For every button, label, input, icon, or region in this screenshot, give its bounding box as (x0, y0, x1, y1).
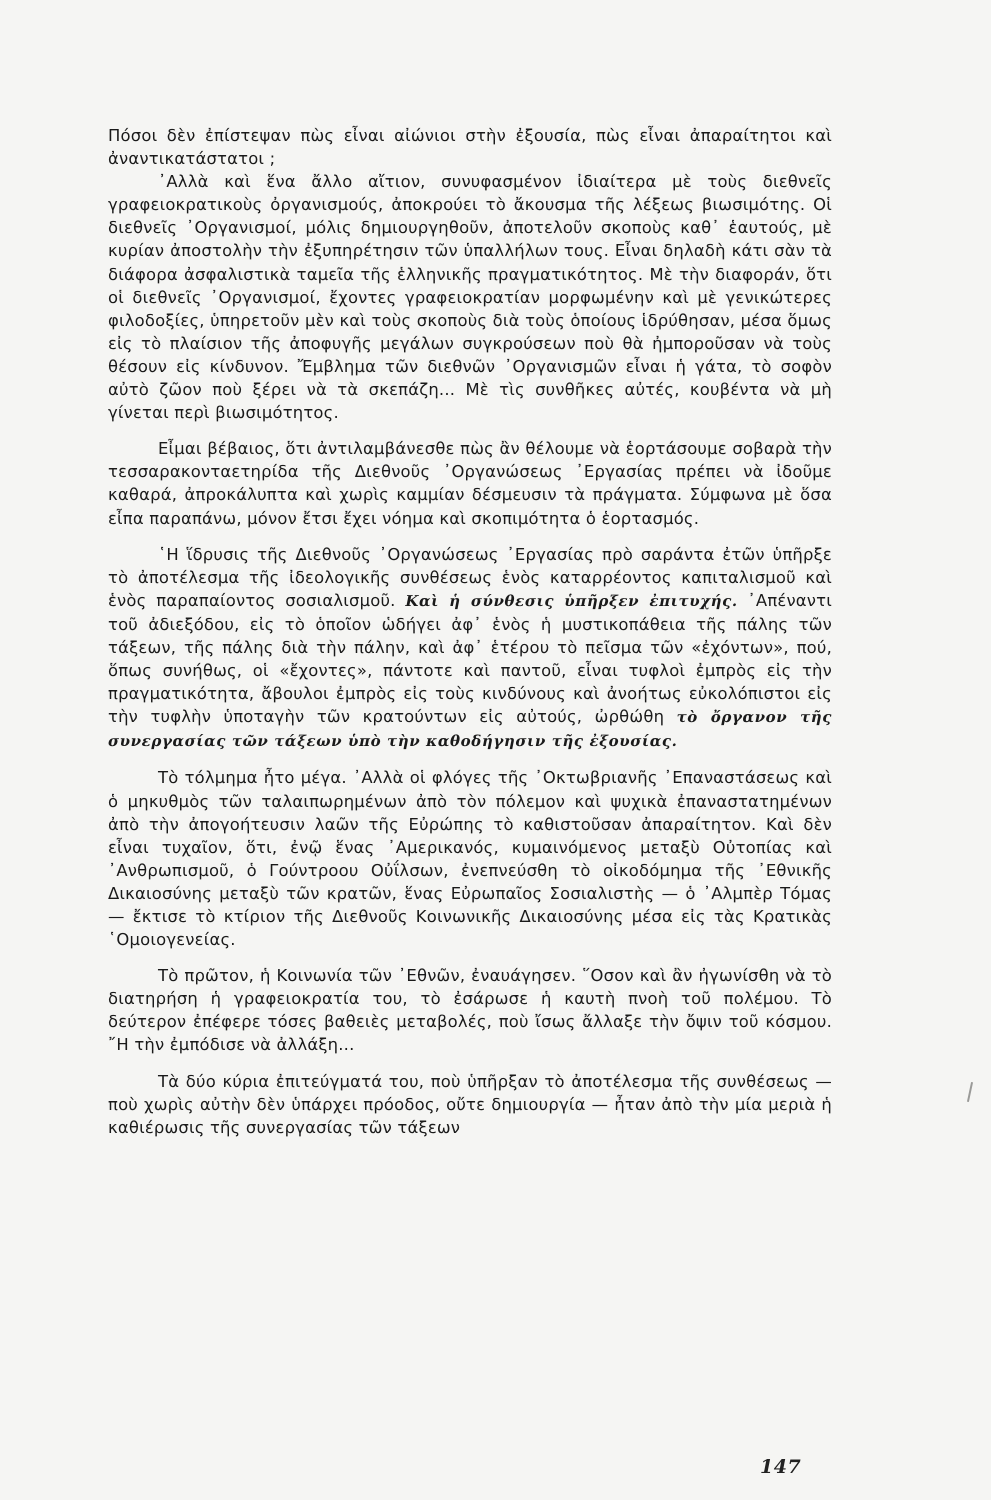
paragraph-6: Τὸ πρῶτον, ἡ Κοινωνία τῶν ᾽Εθνῶν, ἐναυάγησεν. ῞Οσον καὶ ἂν ἠγωνίσθη νὰ τὸ διατηρήση ἡ γραφειοκρατία του, τὸ ἐσάρωσε ἡ καυτὴ πνοὴ τοῦ πολέμου. Τὸ δεύτερον ἐπέφερε τόσες βαθειὲς μεταβολές, ποὺ ἴσως ἄλλαξε τὴν ὄψιν τοῦ κόσμου. ῎Η τὴν ἐμπόδισε νὰ ἀλλάξη... (108, 966, 832, 1055)
paragraph-4-emphasis-2: τὸ ὄργανον τῆς συνεργασίας τῶν τάξεων ὑπὸ τὴν καθοδήγησιν τῆς ἐξουσίας. (108, 708, 832, 751)
paragraph-7: Τὰ δύο κύρια ἐπιτεύγματά του, ποὺ ὑπῆρξαν τὸ ἀποτέλεσμα τῆς συνθέσεως — ποὺ χωρὶς αὐτὴν δὲν ὑπάρχει πρόοδος, οὔτε δημιουργία — ἦταν ἀπὸ τὴν μία μεριὰ ἡ καθιέρωσις τῆς συνεργασίας τῶν τάξεων (108, 1071, 832, 1137)
paragraph-4-text-before: ῾Η ἵδρυσις τῆς Διεθνοῦς ᾽Οργανώσεως ᾽Εργασίας πρὸ σαράντα ἐτῶν ὑπῆρξε τὸ ἀποτέλεσμα τῆς ἰδεολογικῆς συνθέσεως ἑνὸς καταρρέοντος καπιταλισμοῦ καὶ ἑνὸς παραπαίοντος σοσιαλισμοῦ. (108, 544, 832, 610)
scan-mark (967, 1082, 973, 1102)
paragraph-5: Τὸ τόλμημα ἦτο μέγα. ᾽Αλλὰ οἱ φλόγες τῆς ᾽Οκτωβριανῆς ᾽Επαναστάσεως καὶ ὁ μηκυθμὸς τῶν ταλαιπωρημένων ἀπὸ τὸν πόλεμον καὶ ψυχικὰ ἐπαναστατημένων ἀπὸ τὴν ἀπογοήτευσιν λαῶν τῆς Εὐρώπης τὸ καθιστοῦσαν ἀπαραίτητον. Καὶ δὲν εἶναι τυχαῖον, ὅτι, ἐνῷ ἕνας ᾽Αμερικανός, κυμαινόμενος μεταξὺ Οὐτοπίας καὶ ᾽Ανθρωπισμοῦ, ὁ Γούντροου Οὐΐλσων, ἐνεπνεύσθη τὸ οἰκοδόμημα τῆς ᾽Εθνικῆς Δικαιοσύνης μεταξὺ τῶν κρατῶν, ἕνας Εὐρωπαῖος Σοσιαλιστὴς — ὁ ᾽Αλμπὲρ Τόμας — ἔκτισε τὸ κτίριον τῆς Διεθνοῦς Κοινωνικῆς Δικαιοσύνης μέσα εἰς τὰς Κρατικὰς ῾Ομοιογενείας. (108, 768, 832, 950)
paragraph-3: Εἶμαι βέβαιος, ὅτι ἀντιλαμβάνεσθε πὼς ἂν θέλουμε νὰ ἑορτάσουμε σοβαρὰ τὴν τεσσαρακονταετηρίδα τῆς Διεθνοῦς ᾽Οργανώσεως ᾽Εργασίας πρέπει νὰ ἰδοῦμε καθαρά, ἀπροκάλυπτα καὶ χωρὶς καμμίαν δέσμευσιν τὰ πράγματα. Σύμφωνα μὲ ὅσα εἶπα παραπάνω, μόνον ἔτσι ἔχει νόημα καὶ σκοπιμότητα ὁ ἑορτασμός. (108, 439, 832, 528)
paragraph-4-emphasis-1: Καὶ ἡ σύνθεσις ὑπῆρξεν ἐπιτυχής. (405, 591, 738, 610)
paragraph-4-text-middle: ᾽Απέναντι τοῦ ἀδιεξόδου, εἰς τὸ ὁποῖον ὡδήγει ἀφ᾽ ἑνὸς ἡ μυστικοπάθεια τῆς πάλης τῶν τάξεων, τῆς πάλης διὰ τὴν πάλην, καὶ ἀφ᾽ ἑτέρου τὸ πεῖσμα τῶν «ἐχόντων», πού, ὅπως συνήθως, οἱ «ἔχοντες», πάντοτε καὶ παντοῦ, εἶναι τυφλοὶ ἐμπρὸς εἰς τὴν πραγματικότητα, ἄβουλοι ἐμπρὸς εἰς τοὺς κινδύνους καὶ ἀνοήτως εὐκολόπιστοι εἰς τὴν τυφλὴν ὑποταγὴν τῶν κρατούντων εἰς αὐτούς, ὠρθώθη (108, 590, 832, 727)
page-number: 147 (760, 1456, 802, 1478)
body-text (108, 124, 832, 1139)
paragraph-2: ᾽Αλλὰ καὶ ἕνα ἄλλο αἴτιον, συνυφασμένον ἰδιαίτερα μὲ τοὺς διεθνεῖς γραφειοκρατικοὺς ὀργανισμούς, ἀποκρούει τὸ ἄκουσμα τῆς λέξεως βιωσιμότης. Οἱ διεθνεῖς ᾽Οργανισμοί, μόλις δημιουργηθοῦν, ἀποτελοῦν σκοποὺς καθ᾽ ἑαυτούς, μὲ κυρίαν ἀποστολὴν τὴν ἐξυπηρέτησιν τῶν ὑπαλλήλων τους. Εἶναι δηλαδὴ κάτι σὰν τὰ διάφορα ἀσφαλιστικὰ ταμεῖα τῆς ἑλληνικῆς πραγματικότητος. Μὲ τὴν διαφοράν, ὅτι οἱ διεθνεῖς ᾽Οργανισμοί, ἔχοντες γραφειοκρατίαν μορφωμένην καὶ μὲ γενικώτερες φιλοδοξίες, ὑπηρετοῦν μὲν καὶ τοὺς σκοποὺς διὰ τοὺς ὁποίους ἱδρύθησαν, μέσα ὅμως εἰς τὸ πλαίσιον τῆς ἀποφυγῆς μεγάλων συγκρούσεων ποὺ θὰ ἠμποροῦσαν νὰ τοὺς θέσουν εἰς κίνδυνον. Ἔμβλημα τῶν διεθνῶν ᾽Οργανισμῶν εἶναι ἡ γάτα, τὸ σοφὸν αὐτὸ ζῶον ποὺ ξέρει νὰ τὰ σκεπάζη... Μὲ τὶς συνθῆκες αὐτές, κουβέντα νὰ μὴ γίνεται περὶ βιωσιμότητος. (108, 172, 832, 423)
paragraph-1: Πόσοι δὲν ἐπίστεψαν πὼς εἶναι αἰώνιοι στὴν ἐξουσία, πὼς εἶναι ἀπαραίτητοι καὶ ἀναντικατάστατοι ; (108, 126, 832, 169)
paragraph-4 (108, 543, 832, 754)
